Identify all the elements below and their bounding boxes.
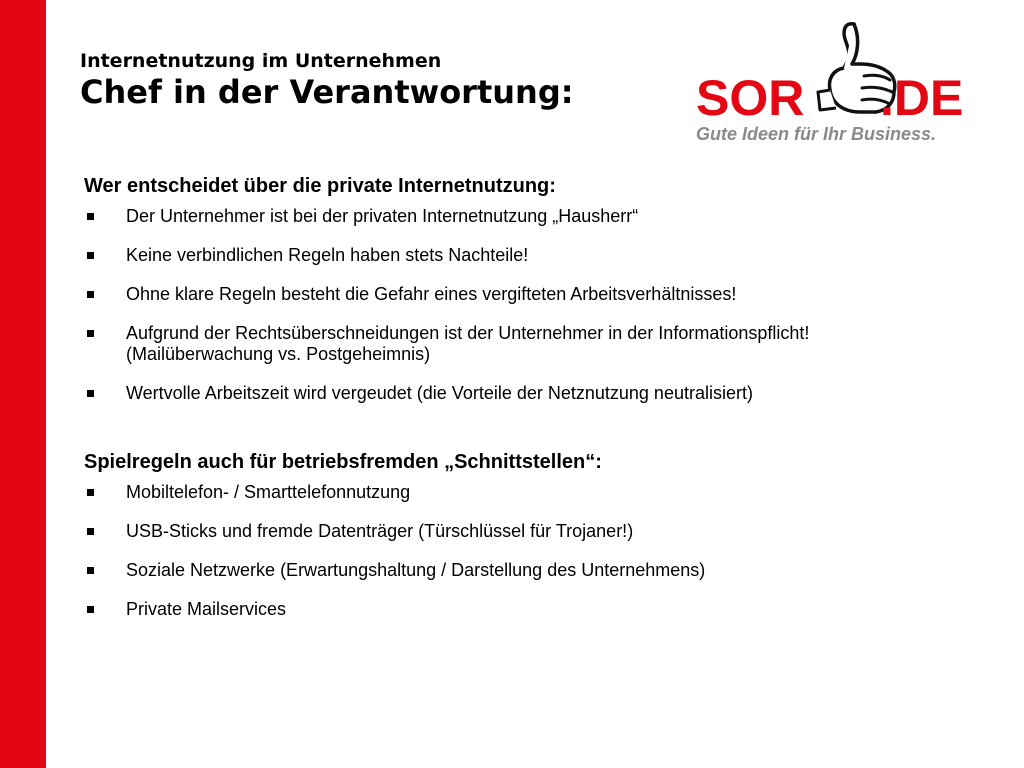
list-item [84,284,984,305]
section-interfaces [84,448,984,620]
logo-tagline: Gute Ideen für Ihr Business. [696,124,937,144]
bullet-square-icon [87,390,94,397]
bullet-square-icon [87,528,94,535]
section-decision-list [84,206,984,404]
list-item-text: Soziale Netzwerke (Erwartungshaltung / Darstellung des Unternehmens) [126,560,706,580]
section-decision-title: Wer entscheidet über die private Internetnutzung: [84,175,556,197]
list-item [84,560,984,581]
list-item-text: Private Mailservices [126,599,287,619]
list-item [84,383,984,404]
list-item-text: Der Unternehmer ist bei der privaten Internetnutzung „Hausherr“ [126,206,639,226]
list-item [84,521,984,542]
logo-text-right: .DE [880,70,964,126]
list-item [84,482,984,503]
list-item [84,323,984,365]
slide-content [84,172,984,638]
section-interfaces-title: Spielregeln auch für betriebsfremden „Schnittstellen“: [84,451,602,473]
bullet-square-icon [87,252,94,259]
bullet-square-icon [87,330,94,337]
slide-subtitle: Internetnutzung im Unternehmen [80,50,442,72]
logo-text-left: SOR [696,70,805,126]
bullet-square-icon [87,489,94,496]
list-item [84,599,984,620]
section-decision [84,172,984,404]
list-item-text: USB-Sticks und fremde Datenträger (Türschlüssel für Trojaner!) [126,521,634,541]
bullet-square-icon [87,213,94,220]
side-accent-bar [0,0,46,768]
list-item-text: Ohne klare Regeln besteht die Gefahr eines vergifteten Arbeitsverhältnisses! [126,284,737,304]
bullet-square-icon [87,606,94,613]
list-item [84,206,984,227]
slide-title: Chef in der Verantwortung: [80,73,574,111]
list-item [84,245,984,266]
list-item-text: Mobiltelefon- / Smarttelefonnutzung [126,482,411,502]
list-item-text: Keine verbindlichen Regeln haben stets Nachteile! [126,245,529,265]
slide-heading [80,50,574,112]
company-logo [696,18,996,150]
section-interfaces-list [84,482,984,620]
list-item-text: Wertvolle Arbeitszeit wird vergeudet (die Vorteile der Netznutzung neutralisiert) [126,383,753,403]
list-item-text: Aufgrund der Rechtsüberschneidungen ist der Unternehmer in der Informationspflicht! (Mailüberwachung vs. Postgeheimnis) [126,323,810,364]
bullet-square-icon [87,291,94,298]
bullet-square-icon [87,567,94,574]
